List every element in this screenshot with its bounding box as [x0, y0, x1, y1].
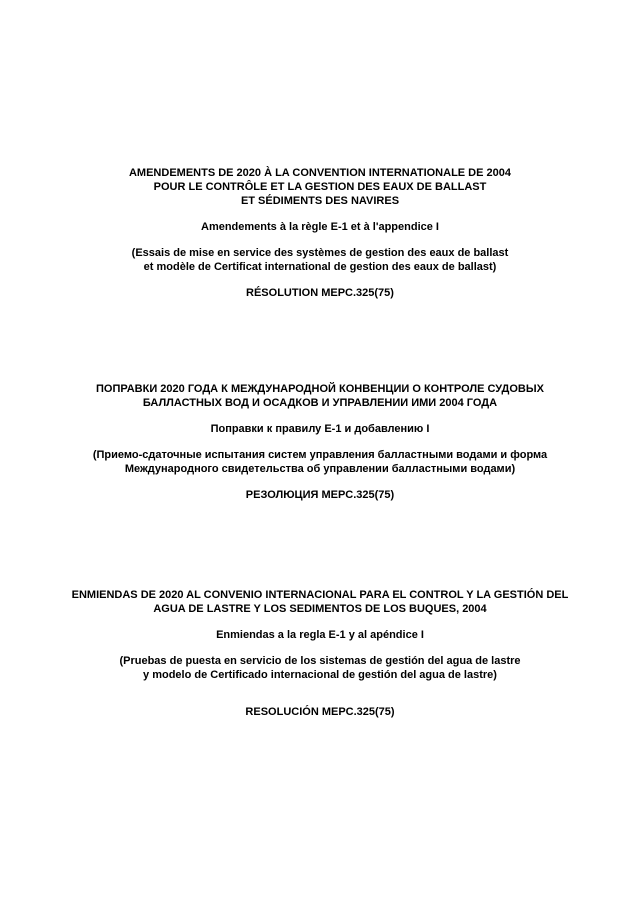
russian-title	[40, 382, 600, 410]
french-section	[40, 166, 600, 300]
spanish-title-line: ENMIENDAS DE 2020 AL CONVENIO INTERNACIONAL PARA EL CONTROL Y LA GESTIÓN DEL	[71, 589, 569, 601]
french-title-line: ET SÉDIMENTS DES NAVIRES	[240, 195, 400, 207]
russian-title-line: БАЛЛАСТНЫХ ВОД И ОСАДКОВ И УПРАВЛЕНИИ ИМИ 2004 ГОДА	[142, 397, 498, 409]
russian-description	[40, 448, 600, 476]
russian-title-line: ПОПРАВКИ 2020 ГОДА К МЕЖДУНАРОДНОЙ КОНВЕНЦИИ О КОНТРОЛЕ СУДОВЫХ	[96, 383, 544, 395]
french-title	[40, 166, 600, 208]
russian-subtitle: Поправки к правилу E-1 и добавлению I	[210, 423, 430, 435]
russian-description-line: (Приемо-сдаточные испытания систем управления балластными водами и форма	[92, 449, 548, 461]
french-subtitle: Amendements à la règle E-1 et à l'appendice I	[201, 221, 439, 233]
spanish-subtitle: Enmiendas a la regla E-1 y al apéndice I	[216, 629, 424, 641]
french-description-line: et modèle de Certificat international de gestion des eaux de ballast)	[143, 261, 497, 273]
spanish-resolution: RESOLUCIÓN MEPC.325(75)	[245, 706, 395, 718]
spanish-title	[40, 588, 600, 616]
spanish-section	[40, 588, 600, 719]
french-description-line: (Essais de mise en service des systèmes de gestion des eaux de ballast	[131, 247, 509, 259]
french-title-line: POUR LE CONTRÔLE ET LA GESTION DES EAUX DE BALLAST	[153, 181, 487, 193]
spanish-description-line: y modelo de Certificado internacional de gestión del agua de lastre)	[143, 669, 497, 681]
spanish-description	[40, 654, 600, 682]
russian-resolution: РЕЗОЛЮЦИЯ MEPC.325(75)	[245, 489, 395, 501]
french-resolution: RÉSOLUTION MEPC.325(75)	[246, 287, 394, 299]
french-description	[40, 246, 600, 274]
spanish-title-line: AGUA DE LASTRE Y LOS SEDIMENTOS DE LOS BUQUES, 2004	[153, 603, 487, 615]
russian-section	[40, 382, 600, 502]
russian-description-line: Международного свидетельства об управлении балластными водами)	[124, 463, 516, 475]
spanish-description-line: (Pruebas de puesta en servicio de los sistemas de gestión del agua de lastre	[119, 655, 521, 667]
french-title-line: AMENDEMENTS DE 2020 À LA CONVENTION INTERNATIONALE DE 2004	[128, 167, 511, 179]
